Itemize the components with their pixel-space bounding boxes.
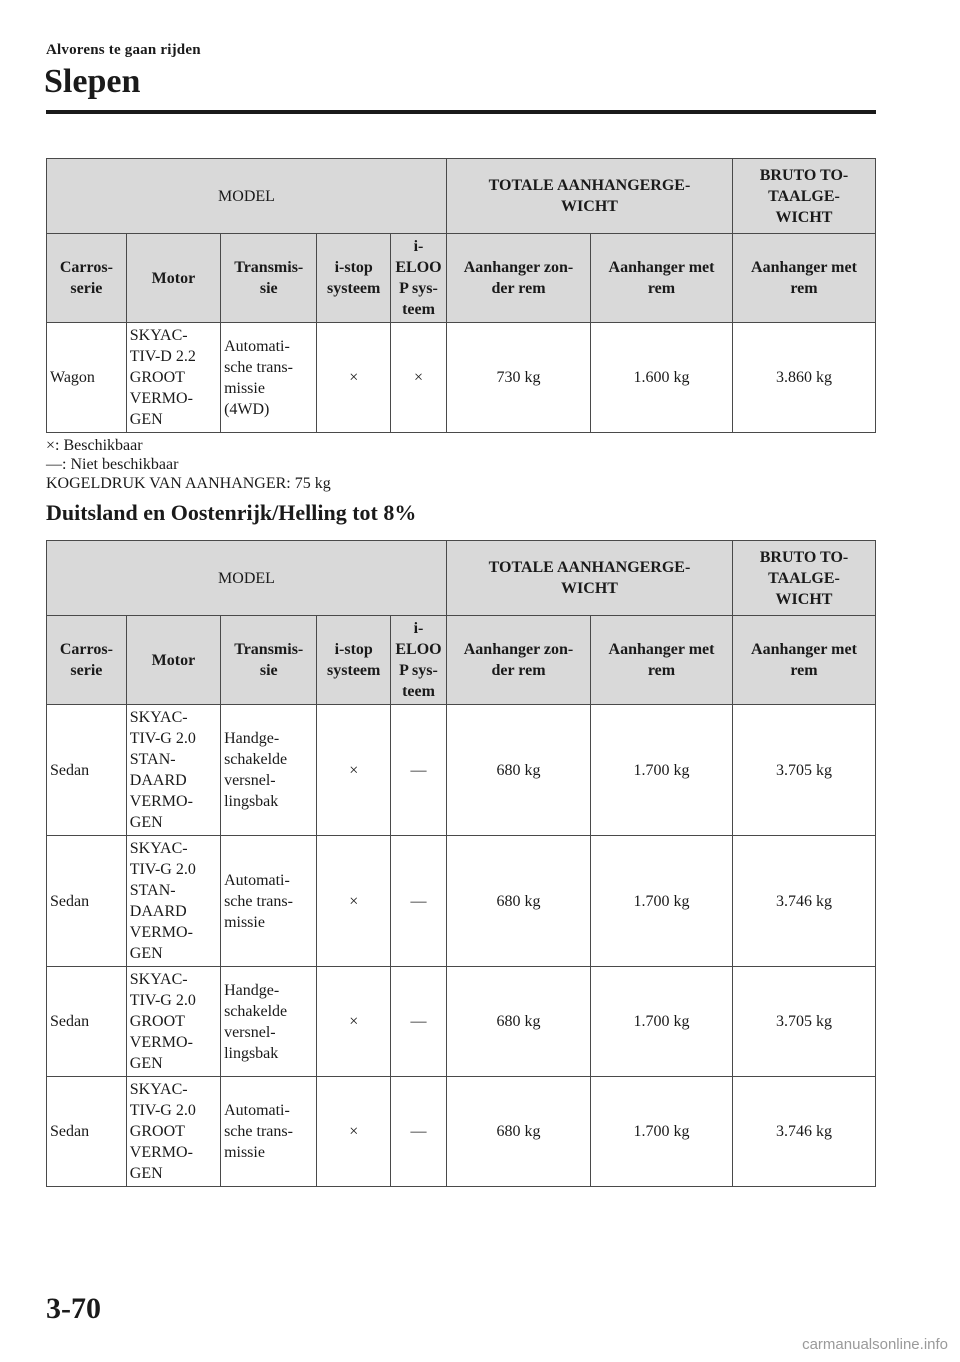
header-istop [317,616,391,705]
cell-line: rem [790,662,818,679]
cell-gross-weight: 3.705 kg [732,705,875,836]
table-row [47,967,876,1077]
table-body [47,323,876,433]
cell-istop: × [317,705,391,836]
cell-engine [126,705,220,836]
cell-istop: × [317,323,391,433]
cell-gross-weight: 3.746 kg [732,1077,875,1187]
cell-line: VERMO- [129,1034,193,1051]
cell-line: teem [402,301,435,318]
cell-line: missie [224,913,265,931]
cell-line: versnel- [224,1023,276,1041]
cell-line: GEN [129,945,163,962]
cell-line: Automati- [224,337,290,355]
cell-line: Handge- [224,981,280,999]
cell-line: GEN [129,1165,163,1182]
header-engine: Motor [126,616,220,705]
cell-line: GEN [129,411,163,428]
header-body-type [47,616,127,705]
table-body [47,705,876,1187]
cell-line: Aanhanger met [751,641,857,658]
cell-line: VERMO- [129,924,193,941]
cell-line: SKYAC- [129,840,188,857]
cell-line: BRUTO TO- [759,166,849,184]
header-gross-combined-weight [732,159,875,234]
cell-ieloop: — [390,1077,446,1187]
cell-braked-weight: 1.700 kg [591,836,733,967]
header-braked-trailer-gross [732,616,875,705]
cell-line: Carros- [59,259,113,276]
cell-istop: × [317,967,391,1077]
cell-line: GROOT [129,1123,185,1140]
cell-engine [126,836,220,967]
cell-line: schakelde [224,1002,288,1020]
header-ieloop [390,234,446,323]
cell-line: missie [224,379,265,397]
cell-transmission [221,967,317,1077]
cell-line: i-ELOO [395,620,442,658]
cell-transmission [221,836,317,967]
cell-line: P sys- [399,280,438,297]
cell-transmission [221,1077,317,1187]
cell-line: Handge- [224,730,280,747]
cell-line: serie [70,662,103,679]
cell-line: TOTALE AANHANGERGE- [488,177,691,194]
cell-line: rem [647,280,676,297]
cell-line: der rem [491,280,546,297]
cell-line: missie [224,1144,265,1161]
cell-line: Transmis- [234,259,304,276]
header-engine: Motor [126,234,220,323]
header-transmission [221,234,317,323]
header-total-trailer-weight [447,159,733,234]
cell-unbraked-weight: 680 kg [447,836,591,967]
cell-transmission [221,323,317,433]
cell-ieloop: — [390,836,446,967]
cell-line: Carros- [59,641,113,658]
watermark: carmanualsonline.info [802,1336,948,1353]
header-braked-trailer-gross [732,234,875,323]
header-braked-trailer [591,616,733,705]
title-divider [46,110,876,114]
cell-gross-weight: 3.705 kg [732,967,875,1077]
cell-line: BRUTO TO- [759,548,849,566]
cell-istop: × [317,1077,391,1187]
cell-line: WICHT [561,198,618,215]
chapter-label: Alvorens te gaan rijden [46,42,201,58]
cell-line: TIV-G 2.0 [129,1102,196,1119]
cell-line: SKYAC- [129,327,188,344]
cell-body-type: Sedan [47,705,127,836]
cell-unbraked-weight: 680 kg [447,1077,591,1187]
table-row [47,1077,876,1187]
towing-table-1 [46,158,876,433]
cell-line: STAN- [129,882,176,899]
cell-line: TOTALE AANHANGERGE- [488,559,691,576]
cell-line: GEN [129,814,163,831]
cell-line: SKYAC- [129,709,188,726]
cell-line: TIV-G 2.0 [129,730,196,747]
note-coupling-load: KOGELDRUK VAN AANHANGER: 75 kg [46,475,331,492]
cell-braked-weight: 1.600 kg [591,323,733,433]
cell-line: VERMO- [129,1144,193,1161]
cell-braked-weight: 1.700 kg [591,1077,733,1187]
header-total-trailer-weight [447,541,733,616]
cell-line: Aanhanger zon- [463,259,574,276]
towing-table-2 [46,540,876,1187]
cell-line: Aanhanger met [751,259,857,276]
cell-braked-weight: 1.700 kg [591,705,733,836]
cell-line: SKYAC- [129,1081,188,1098]
cell-engine [126,967,220,1077]
cell-line: i-stop [334,641,373,658]
header-model: MODEL [47,541,447,616]
cell-ieloop: × [390,323,446,433]
cell-ieloop: — [390,705,446,836]
cell-line: Automati- [224,1102,290,1119]
table-notes [46,436,331,493]
header-ieloop [390,616,446,705]
cell-line: sche trans- [224,892,293,910]
cell-line: systeem [327,280,381,297]
cell-line: Transmis- [234,641,304,658]
cell-braked-weight: 1.700 kg [591,967,733,1077]
cell-line: Automati- [224,871,290,889]
cell-line: (4WD) [224,400,270,418]
cell-engine [126,323,220,433]
cell-line: Aanhanger met [608,641,715,658]
cell-line: i-ELOO [395,238,442,276]
cell-gross-weight: 3.746 kg [732,836,875,967]
cell-gross-weight: 3.860 kg [732,323,875,433]
note-available: ×: Beschikbaar [46,437,143,454]
cell-line: systeem [327,662,381,679]
note-not-available: —: Niet beschikbaar [46,456,179,473]
cell-istop: × [317,836,391,967]
cell-line: TAALGE- [768,569,840,587]
cell-line: teem [402,683,435,700]
cell-body-type: Sedan [47,836,127,967]
cell-line: SKYAC- [129,971,188,988]
cell-line: TIV-G 2.0 [129,992,196,1009]
cell-line: STAN- [129,751,176,768]
cell-line: sie [259,280,278,297]
cell-line: sche trans- [224,358,293,376]
cell-line: VERMO- [129,793,193,810]
header-body-type [47,234,127,323]
table-row [47,705,876,836]
cell-ieloop: — [390,967,446,1077]
section-heading: Duitsland en Oostenrijk/Helling tot 8% [46,500,417,525]
cell-line: VERMO- [129,390,193,407]
cell-transmission [221,705,317,836]
cell-line: lingsbak [224,793,279,810]
cell-line: rem [647,662,676,679]
header-istop [317,234,391,323]
cell-line: lingsbak [224,1044,279,1062]
cell-line: sie [259,662,278,679]
cell-body-type: Sedan [47,1077,127,1187]
cell-line: DAARD [129,772,187,789]
cell-engine [126,1077,220,1187]
table-header [47,159,876,323]
cell-line: Aanhanger zon- [463,641,574,658]
table-header [47,541,876,705]
cell-line: GEN [129,1055,163,1072]
cell-line: WICHT [775,590,833,608]
page-title: Slepen [44,63,141,100]
cell-line: WICHT [561,580,618,597]
cell-line: WICHT [775,208,833,226]
cell-line: i-stop [334,259,373,276]
header-model: MODEL [47,159,447,234]
cell-unbraked-weight: 680 kg [447,967,591,1077]
cell-line: TAALGE- [768,187,840,205]
page-number: 3-70 [46,1292,101,1325]
header-unbraked-trailer [447,234,591,323]
cell-line: rem [790,280,818,297]
cell-line: GROOT [129,369,185,386]
table-row [47,323,876,433]
cell-line: TIV-G 2.0 [129,861,196,878]
cell-body-type: Wagon [47,323,127,433]
table-row [47,836,876,967]
cell-line: der rem [491,662,546,679]
header-transmission [221,616,317,705]
cell-line: schakelde [224,751,288,768]
cell-line: DAARD [129,903,187,920]
cell-line: serie [70,280,103,297]
cell-line: versnel- [224,772,276,789]
header-braked-trailer [591,234,733,323]
header-unbraked-trailer [447,616,591,705]
cell-line: Aanhanger met [608,259,715,276]
cell-body-type: Sedan [47,967,127,1077]
cell-line: GROOT [129,1013,185,1030]
cell-line: P sys- [399,662,438,679]
cell-line: TIV-D 2.2 [129,348,196,365]
header-gross-combined-weight [732,541,875,616]
cell-line: sche trans- [224,1123,293,1140]
cell-unbraked-weight: 680 kg [447,705,591,836]
cell-unbraked-weight: 730 kg [447,323,591,433]
